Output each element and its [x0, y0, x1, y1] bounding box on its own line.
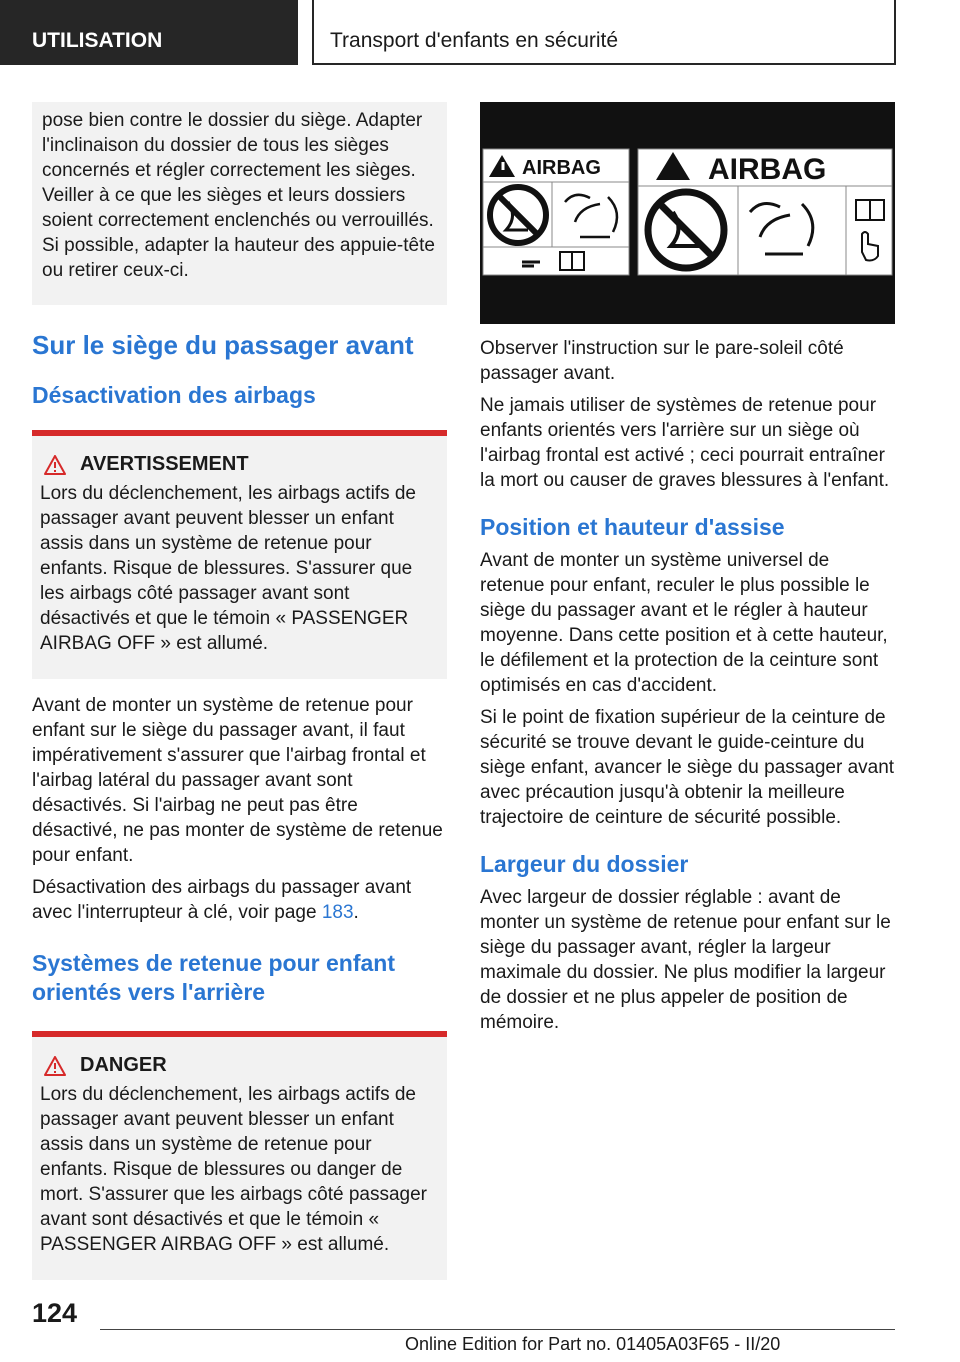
- heading-backrest-width: Largeur du dossier: [480, 851, 689, 877]
- heading-seat-position: Position et hauteur d'assise: [480, 514, 785, 540]
- danger-triangle-icon: [44, 1056, 66, 1076]
- heading-passenger-seat: Sur le siège du passager avant: [32, 330, 414, 360]
- continued-note: [32, 102, 447, 305]
- airbag-warning-labels-icon: [480, 102, 895, 324]
- danger-box: [32, 1031, 447, 1280]
- svg-text:AIRBAG: AIRBAG: [522, 157, 601, 179]
- paragraph-never-use: Ne jamais utiliser de systèmes de retenue pour enfants orientés vers l'arrière sur un siège où l'airbag frontal est activé ; ceci pourrait entraîner la mort ou causer de graves blessures à l'enfant.: [480, 395, 890, 491]
- warning-box: [32, 430, 447, 679]
- paragraph-sun-visor: Observer l'instruction sur le pare-soleil côté passager avant.: [480, 338, 844, 384]
- page-title: Transport d'enfants en sécurité: [312, 0, 896, 65]
- warning-triangle-icon: [44, 455, 66, 475]
- heading-airbag-deactivation: Désactivation des airbags: [32, 382, 316, 408]
- page-link-183[interactable]: 183: [321, 902, 354, 923]
- warning-label: AVERTISSEMENT: [80, 453, 249, 475]
- danger-text: Lors du déclenchement, les airbags actifs de passager avant peuvent blesser un enfant assis dans un système de retenue pour enfants. Risque de blessures ou danger de mort. S'assurer que les airbags côté passager avant sont désactivés et que le témoin « PASSENGER AIRBAG OFF » est allumé.: [40, 1084, 427, 1255]
- paragraph-seat-position: Avant de monter un système universel de retenue pour enfant, reculer le plus possible le siège du passager avant et le régler à hauteur moyenne. Dans cette position et à cette hauteur, le défilement et la protection de la ceinture sont optimisés en cas d'accident.: [480, 550, 888, 696]
- paragraph-key-switch: [32, 875, 447, 925]
- svg-text:AIRBAG: AIRBAG: [708, 153, 827, 186]
- key-switch-text: Désactivation des airbags du passager avant avec l'interrupteur à clé, voir page: [32, 877, 412, 923]
- paragraph-backrest-width: Avec largeur de dossier réglable : avant de monter un système de retenue pour enfant sur le siège du passager avant, régler la largeur maximale du dossier. Ne plus modifier la largeur de dossier et ne plus appeler de position de mémoire.: [480, 887, 891, 1033]
- danger-label: DANGER: [80, 1054, 167, 1076]
- warning-text: Lors du déclenchement, les airbags actifs de passager avant peuvent blesser un enfant assis dans un système de retenue pour enfants. Risque de blessures. S'assurer que les airbags côté passager avant sont désactivés et que le témoin « PASSENGER AIRBAG OFF » est allumé.: [40, 483, 416, 654]
- key-switch-suffix: .: [353, 902, 359, 923]
- heading-rearward-systems: Systèmes de retenue pour enfant orientés vers l'arrière: [32, 950, 395, 1005]
- footer-divider: [100, 1329, 895, 1330]
- intro-text: pose bien contre le dossier du siège. Adapter l'inclinaison du dossier de tous les sièges concernés et régler correctement les sièges. Veiller à ce que les sièges et leurs dossiers soient correctement enclenchés ou verrouillés. Si possible, adapter la hauteur des appuie-tête ou retirer ceux-ci.: [42, 110, 435, 281]
- airbag-label-image: [480, 102, 895, 324]
- left-column: [32, 102, 447, 1294]
- page-number: 124: [32, 1298, 78, 1328]
- section-tab: UTILISATION: [0, 0, 298, 65]
- paragraph-belt-guide: Si le point de fixation supérieur de la ceinture de sécurité se trouve devant le guide-ceinture du siège enfant, avancer le siège du passager avant avec précaution jusqu'à obtenir la meilleure trajectoire de ceinture de sécurité possible.: [480, 707, 895, 828]
- footer-edition: Online Edition for Part no. 01405A03F65 - II/20: [405, 1334, 781, 1354]
- paragraph-deactivate-airbags: Avant de monter un système de retenue pour enfant sur le siège du passager avant, il faut impérativement s'assurer que l'airbag frontal et l'airbag latéral du passager avant sont désactivés. Si l'airbag ne peut pas être désactivé, ne pas monter de système de retenue pour enfant.: [32, 695, 443, 866]
- right-column: [480, 102, 895, 1042]
